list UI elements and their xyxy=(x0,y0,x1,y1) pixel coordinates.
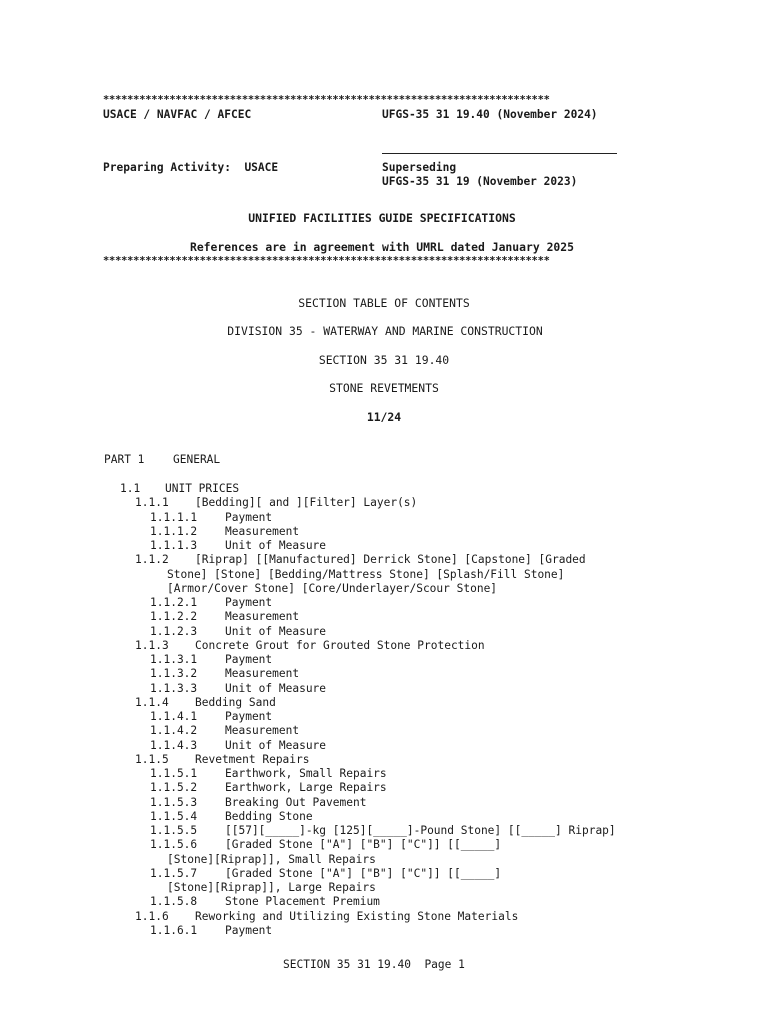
toc-heading: SECTION TABLE OF CONTENTS xyxy=(298,296,470,310)
toc-entry-title: Unit of Measure xyxy=(225,624,327,638)
toc-entry xyxy=(0,895,770,909)
toc-entry-title: Earthwork, Small Repairs xyxy=(225,767,387,780)
section-number: SECTION 35 31 19.40 xyxy=(318,353,450,367)
toc-entry xyxy=(0,610,770,624)
toc-entry-number: 1.1.1.1 xyxy=(150,510,198,524)
superseded-identifier: UFGS-35 31 19 (November 2023) xyxy=(382,175,578,188)
references-note: References are in agreement with UMRL dated January 2025 xyxy=(189,240,575,254)
toc-entry-number: 1.1 xyxy=(120,482,141,495)
toc-entry xyxy=(0,824,770,838)
toc-entry-title: [Bedding][ and ][Filter] Layer(s) xyxy=(195,496,418,510)
toc-entry-number: 1.1.6.1 xyxy=(150,923,198,937)
toc-entry-title: Bedding Stone xyxy=(225,809,313,823)
toc-entry xyxy=(0,724,770,738)
toc-entry-number: 1.1.3.3 xyxy=(150,681,198,695)
toc-entry-number: 1.1.4.1 xyxy=(150,710,198,723)
toc-entry xyxy=(0,496,770,510)
toc-entry-number: 1.1.5.2 xyxy=(150,781,198,795)
toc-entry-title: Earthwork, Large Repairs xyxy=(225,781,387,795)
preparing-activity: Preparing Activity: USACE xyxy=(103,161,279,174)
toc-entry xyxy=(0,867,770,881)
toc-entry-title: Measurement xyxy=(225,724,300,738)
toc-entry-title: Payment xyxy=(225,653,273,666)
toc-entry-number: 1.1.5.8 xyxy=(150,895,198,909)
toc-entry-number: 1.1.1 xyxy=(135,496,169,510)
toc-entry xyxy=(0,796,770,810)
guide-title: UNIFIED FACILITIES GUIDE SPECIFICATIONS xyxy=(248,211,516,225)
asterisk-rule-top: ************************************************************************** xyxy=(103,94,550,106)
toc-entry-title: [Riprap] [[Manufactured] Derrick Stone] [Capstone] [Graded xyxy=(195,553,586,567)
toc-entry xyxy=(0,924,770,938)
toc-entry-number: 1.1.5.5 xyxy=(150,824,198,837)
toc-entry xyxy=(0,753,770,767)
toc-entry-number: 1.1.5.1 xyxy=(150,767,198,780)
toc-entry xyxy=(0,553,770,567)
toc-entry xyxy=(0,596,770,610)
asterisk-rule-bottom: ************************************************************************** xyxy=(103,255,550,267)
toc-entry-number: 1.1.3.1 xyxy=(150,653,198,666)
toc-entry-number: 1.1.2.2 xyxy=(150,610,198,624)
toc-entry xyxy=(0,511,770,525)
section-title: STONE REVETMENTS xyxy=(329,381,439,395)
toc-entry xyxy=(0,810,770,824)
toc-entry-title: [Stone][Riprap]], Large Repairs xyxy=(167,881,376,894)
toc-entry-title: Payment xyxy=(225,510,273,524)
ufgs-identifier: UFGS-35 31 19.40 (November 2024) xyxy=(382,108,598,121)
toc-entry-number: 1.1.1.3 xyxy=(150,539,198,552)
toc-entry-number: 1.1.6 xyxy=(135,909,169,923)
toc-entry-title: [Graded Stone ["A"] ["B"] ["C"]] [[_____] xyxy=(225,838,502,852)
toc-entry-title: [Stone][Riprap]], Small Repairs xyxy=(167,852,376,866)
toc-entry xyxy=(0,625,770,639)
toc-entry-continuation xyxy=(0,582,770,596)
section-date: 11/24 xyxy=(366,410,402,424)
toc-entry-number: 1.1.5.6 xyxy=(150,838,198,852)
toc-entry-continuation xyxy=(0,568,770,582)
toc-entry-title: Unit of Measure xyxy=(225,738,327,752)
toc-entry xyxy=(0,682,770,696)
toc-entry-title: Stone Placement Premium xyxy=(225,895,380,909)
toc-entry-title: Measurement xyxy=(225,610,300,624)
signature-rule xyxy=(382,153,617,154)
toc-entry-number: 1.1.5.4 xyxy=(150,809,198,823)
part-title: GENERAL xyxy=(173,453,221,466)
toc-entry-title: [[57][_____]-kg [125][_____]-Pound Stone] [[_____] Riprap] xyxy=(225,824,616,837)
toc-entry-title: Measurement xyxy=(225,524,300,538)
toc-entry xyxy=(0,710,770,724)
toc-entry-number: 1.1.2.1 xyxy=(150,596,198,609)
toc-entry xyxy=(0,482,770,496)
toc-entry-title: [Armor/Cover Stone] [Core/Underlayer/Scour Stone] xyxy=(167,581,498,595)
toc-entry xyxy=(0,525,770,539)
toc-entry-number: 1.1.4.2 xyxy=(150,724,198,738)
toc-entry-title: Payment xyxy=(225,923,273,937)
toc-entry-title: Unit of Measure xyxy=(225,681,327,695)
toc-entry-title: Bedding Sand xyxy=(195,695,276,709)
toc-entry-title: Stone] [Stone] [Bedding/Mattress Stone] [Splash/Fill Stone] xyxy=(167,567,565,581)
toc-entry-number: 1.1.4 xyxy=(135,695,169,709)
toc-list xyxy=(0,482,770,938)
toc-entry-title: Concrete Grout for Grouted Stone Protection xyxy=(195,638,485,652)
toc-entry-title: Breaking Out Pavement xyxy=(225,795,367,809)
toc-entry xyxy=(0,696,770,710)
toc-entry-title: [Graded Stone ["A"] ["B"] ["C"]] [[_____] xyxy=(225,866,502,880)
toc-entry-number: 1.1.5.3 xyxy=(150,795,198,809)
part-number: PART 1 xyxy=(104,453,145,466)
toc-entry-continuation xyxy=(0,853,770,867)
toc-entry xyxy=(0,653,770,667)
toc-entry-title: Unit of Measure xyxy=(225,539,327,552)
toc-entry xyxy=(0,838,770,852)
toc-entry xyxy=(0,667,770,681)
toc-entry xyxy=(0,767,770,781)
toc-entry-number: 1.1.4.3 xyxy=(150,738,198,752)
toc-entry xyxy=(0,781,770,795)
toc-entry-number: 1.1.5.7 xyxy=(150,866,198,880)
toc-entry xyxy=(0,639,770,653)
toc-entry-number: 1.1.5 xyxy=(135,752,169,766)
superseding-label: Superseding xyxy=(382,161,457,174)
toc-entry-title: Reworking and Utilizing Existing Stone Materials xyxy=(195,909,519,923)
toc-entry xyxy=(0,910,770,924)
toc-entry-number: 1.1.1.2 xyxy=(150,524,198,538)
toc-entry-number: 1.1.2 xyxy=(135,553,169,567)
page-footer: SECTION 35 31 19.40 Page 1 xyxy=(283,958,465,971)
toc-entry-number: 1.1.3 xyxy=(135,638,169,652)
division-heading: DIVISION 35 - WATERWAY AND MARINE CONSTRUCTION xyxy=(227,324,543,338)
toc-entry xyxy=(0,539,770,553)
agency-label: USACE / NAVFAC / AFCEC xyxy=(103,108,252,121)
toc-entry-continuation xyxy=(0,881,770,895)
toc-entry-title: Measurement xyxy=(225,667,300,681)
toc-entry-title: Payment xyxy=(225,710,273,723)
toc-entry-title: Revetment Repairs xyxy=(195,752,310,766)
toc-entry-title: Payment xyxy=(225,596,273,609)
toc-entry-title: UNIT PRICES xyxy=(165,482,240,495)
toc-entry-number: 1.1.2.3 xyxy=(150,624,198,638)
toc-entry-number: 1.1.3.2 xyxy=(150,667,198,681)
toc-entry xyxy=(0,739,770,753)
